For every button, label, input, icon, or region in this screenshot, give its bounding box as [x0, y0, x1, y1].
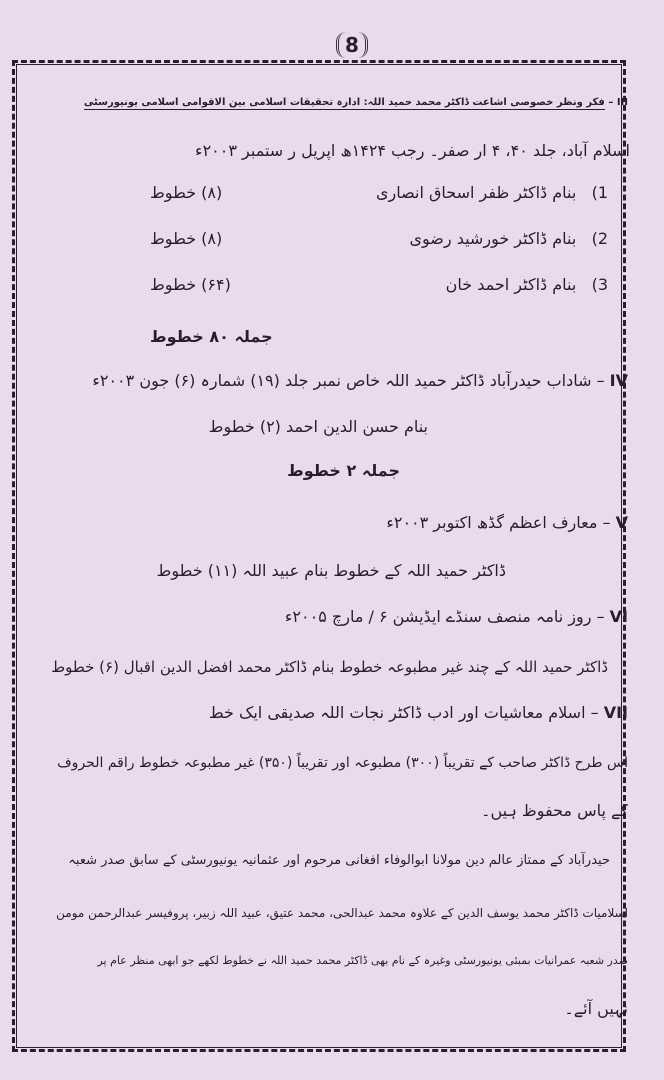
section-v-heading: V – معارف اعظم گڈھ اکتوبر ۲۰۰۳ء: [386, 513, 628, 532]
section-iv-total: جملہ ۲ خطوط: [287, 461, 400, 480]
page-border-inner: [16, 64, 622, 1048]
paragraph-2-line-2: اسلامیات ڈاکٹر محمد یوسف الدین کے علاوہ محمد عبدالحی، محمد عتیق، عبید اللہ زبیر، پروفیسر عبدالرحمن مومن: [56, 906, 628, 920]
section-iv-heading: IV – شاداب حیدرآباد ڈاکٹر حمید اللہ خاص نمبر جلد (۱۹) شمارہ (۶) جون ۲۰۰۳ء: [92, 371, 628, 390]
page-number: 8: [336, 32, 368, 58]
section-vi-line: ڈاکٹر حمید اللہ کے چند غیر مطبوعہ خطوط بنام ڈاکٹر محمد افضل الدین اقبال (۶) خطوط: [51, 658, 608, 676]
section-iii-total: جملہ ۸۰ خطوط: [150, 327, 273, 346]
section-iii-subline: اسلام آباد، جلد ۴۰، ۴ ار صفر۔ رجب ۱۴۲۴ھ اپریل ر ستمبر ۲۰۰۳ء: [195, 141, 630, 160]
paragraph-2-line-3: صدر شعبہ عمرانیات بمبئی یونیورسٹی وغیرہ کے نام بھی ڈاکٹر محمد حمید اللہ نے خطوط لکھے جو ابھی منظر عام پر: [97, 954, 628, 967]
paragraph-2-line-1: حیدرآباد کے ممتاز عالم دین مولانا ابوالوفاء افغانی مرحوم اور عثمانیہ یونیورسٹی کے سابق صدر شعبہ: [68, 853, 610, 868]
paragraph-1-line-2: کے پاس محفوظ ہیں۔: [481, 801, 628, 820]
list-item-3: 3) بنام ڈاکٹر احمد خان: [445, 275, 608, 294]
paragraph-1-line-1: اس طرح ڈاکٹر صاحب کے تقریباً (۳۰۰) مطبوعہ اور تقریباً (۳۵۰) غیر مطبوعہ خطوط راقم الحروف: [57, 755, 628, 771]
list-item-1: 1) بنام ڈاکٹر ظفر اسحاق انصاری: [376, 183, 608, 202]
section-iii-heading: III – فکر ونظر خصوصی اشاعت ڈاکٹر محمد حمید اللہ: ادارہ تحقیقات اسلامی بین الاقوامی اسلامی یونیورسٹی: [83, 97, 628, 108]
list-item-2-count: (۸) خطوط: [150, 229, 223, 248]
section-iv-line: بنام حسن الدین احمد (۲) خطوط: [208, 417, 428, 436]
section-v-line: ڈاکٹر حمید اللہ کے خطوط بنام عبید اللہ (۱۱) خطوط: [156, 561, 506, 580]
list-item-3-count: (۶۴) خطوط: [150, 275, 231, 294]
paragraph-2-line-4: نہیں آئے۔: [564, 999, 628, 1018]
section-vi-heading: VI – روز نامہ منصف سنڈے ایڈیشن ۶ / مارچ ۲۰۰۵ء: [284, 607, 628, 626]
list-item-2: 2) بنام ڈاکٹر خورشید رضوی: [409, 229, 608, 248]
section-vii-heading: VII – اسلام معاشیات اور ادب ڈاکٹر نجات اللہ صدیقی ایک خط: [208, 703, 628, 722]
list-item-1-count: (۸) خطوط: [150, 183, 223, 202]
page-number-ornament: [312, 30, 392, 60]
